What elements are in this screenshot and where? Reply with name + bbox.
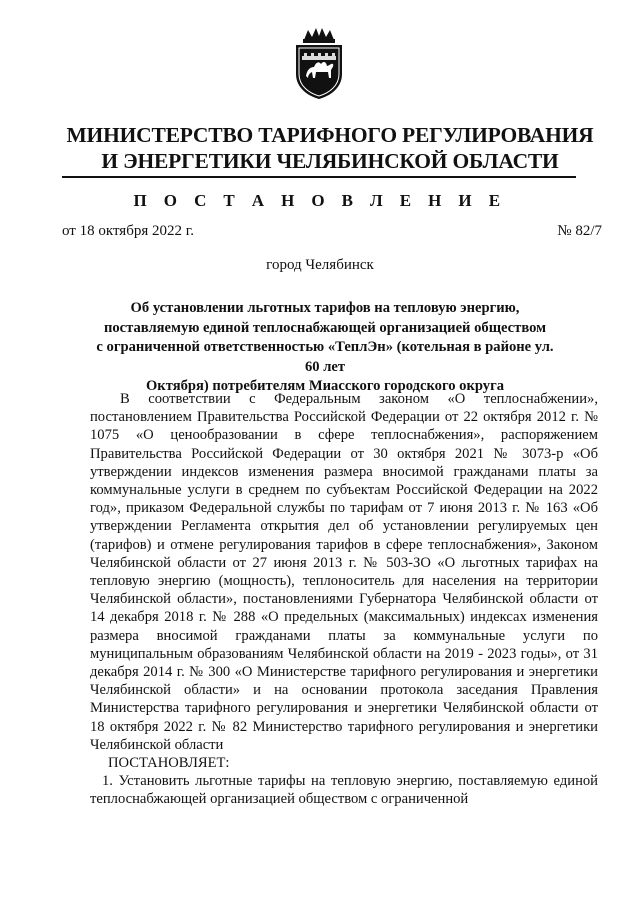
subject-line1: Об установлении льготных тарифов на тепловую энергию, [130,300,520,316]
resolves-heading: ПОСТАНОВЛЯЕТ: [108,755,230,772]
document-body [90,390,598,809]
ministry-name-line1: МИНИСТЕРСТВО ТАРИФНОГО РЕГУЛИРОВАНИЯ [66,123,594,147]
document-subject [90,299,560,397]
document-number: № 82/7 [557,223,602,239]
document-city: город Челябинск [266,257,374,273]
chelyabinsk-coat-of-arms-icon [290,26,348,100]
subject-line3: с ограниченной ответственностью «ТеплЭн» (котельная в районе ул. 60 лет [96,339,554,375]
item-1-paragraph: 1. Установить льготные тарифы на тепловую энергию, поставляемую единой теплоснабжающей организацией обществом с ограниченной [90,773,598,808]
preamble-paragraph: В соответствии с Федеральным законом «О теплоснабжении», постановлением Правительства Российской Федерации от 22 октября 2012 г. № 1075 «О ценообразовании в сфере теплоснабжения», распоряжением Правительства Российской Федерации от 30 октября 2021 № 3073-р «Об утверждении индексов изменения размера вносимой гражданами платы за коммунальные услуги в среднем по субъектам Российской Федерации на 2022 год», приказом Федеральной службы по тарифам от 7 июня 2013 г. № 163 «Об утверждении Регламента открытия дел об установлении регулируемых цен (тарифов) и отмене регулирования тарифов в сфере теплоснабжения», Законом Челябинской области от 27 июня 2013 г. № 503-ЗО «О льготных тарифах на тепловую энергию (мощность), теплоноситель для населения на территории Челябинской области», постановлениями Губернатора Челябинской области от 14 декабря 2018 г. № 288 «О предельных (максимальных) индексах изменения размера вносимой гражданами платы за коммунальные услуги по муниципальным образованиям Челябинской области на 2019 - 2023 годы», от 31 декабря 2014 г. № 300 «О Министерстве тарифного регулирования и энергетики Челябинской области» и на основании протокола заседания Правления Министерства тарифного регулирования и энергетики Челябинской области от 18 октября 2022 г. № 82 Министерство тарифного регулирования и энергетики Челябинской области [90,391,598,753]
ministry-name-line2: И ЭНЕРГЕТИКИ ЧЕЛЯБИНСКОЙ ОБЛАСТИ [101,149,559,173]
document-type: П О С Т А Н О В Л Е Н И Е [133,191,507,210]
subject-line2: поставляемую единой теплоснабжающей организацией обществом [103,319,547,336]
ministry-name [40,122,620,174]
document-date: от 18 октября 2022 г. [62,223,194,239]
subject-line4: Октября) потребителям Миасского городского округа [145,378,505,394]
header-divider [62,176,576,178]
